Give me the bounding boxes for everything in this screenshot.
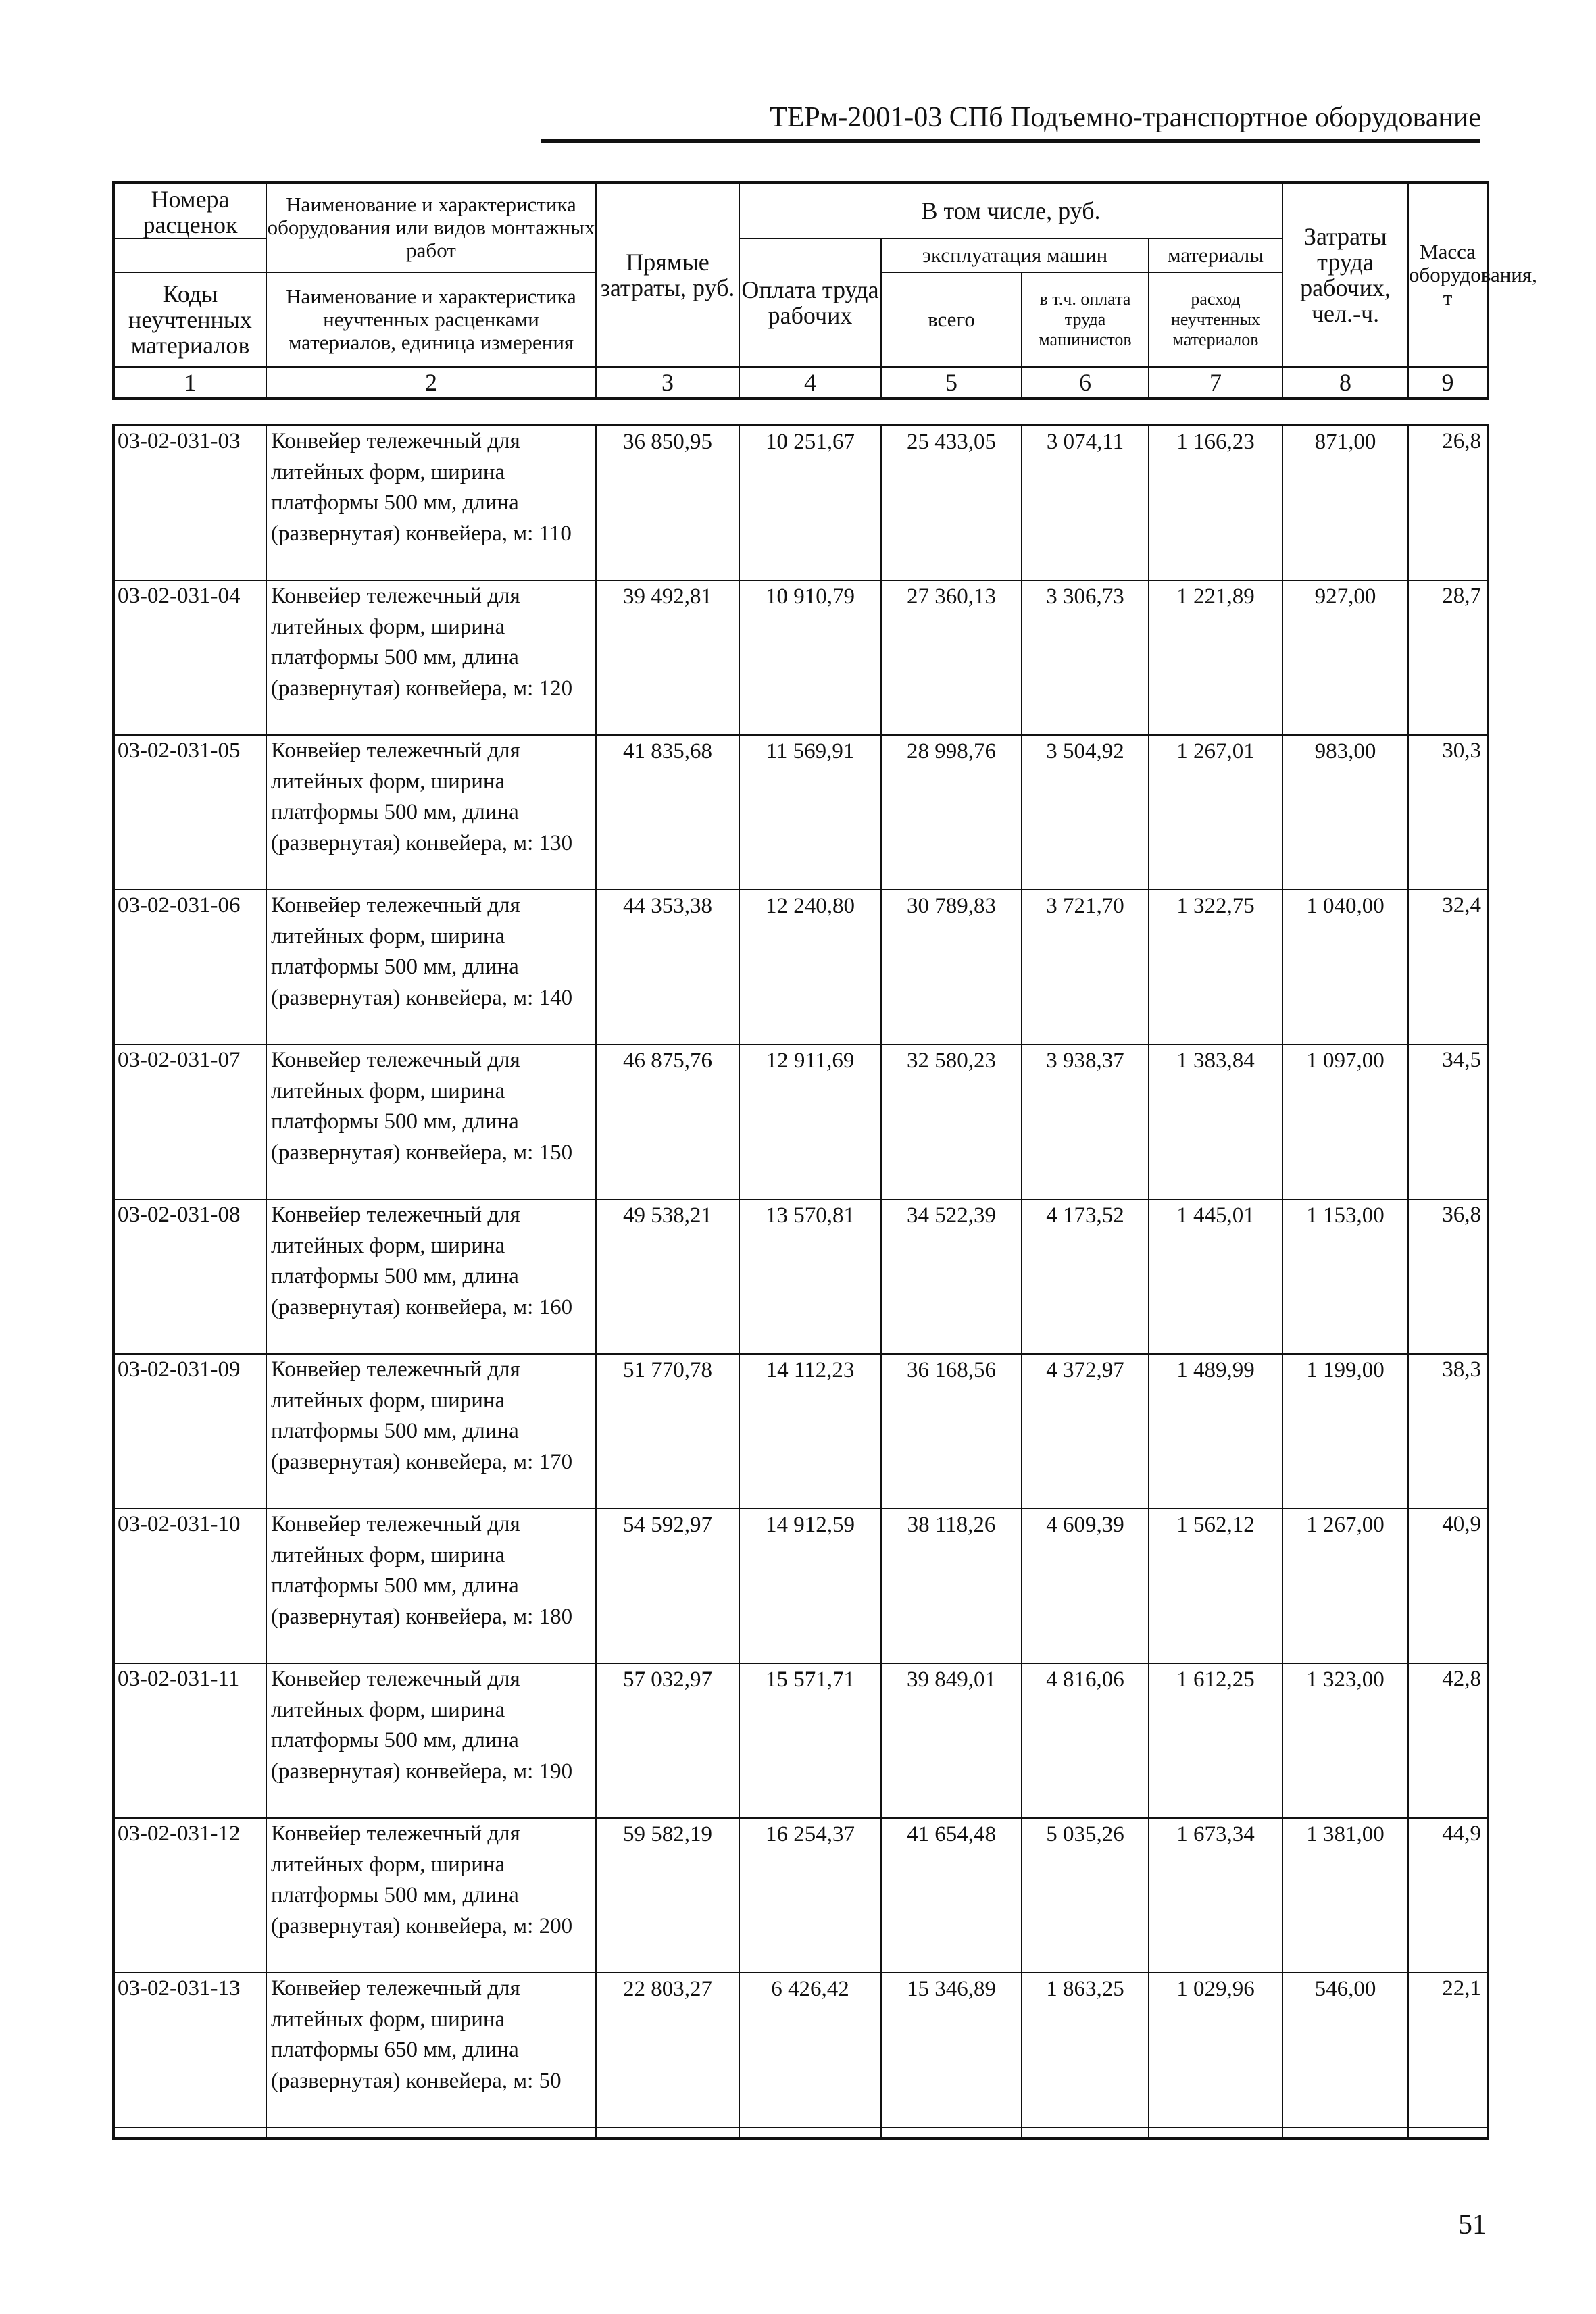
rate-code: 03-02-031-10 xyxy=(114,1509,266,1663)
direct-cost: 57 032,97 xyxy=(596,1663,739,1818)
materials-cost: 1 221,89 xyxy=(1149,580,1282,735)
table-row xyxy=(114,735,1488,890)
header-machines-group: эксплуатация машин xyxy=(881,238,1149,272)
machines-labor: 5 035,26 xyxy=(1022,1818,1149,1973)
labor-pay: 16 254,37 xyxy=(739,1818,881,1973)
direct-cost: 46 875,76 xyxy=(596,1045,739,1199)
rate-name: Конвейер тележечный для литейных форм, ширина платформы 500 мм, длина (развернутая) конвейера, м: 140 xyxy=(266,890,596,1045)
direct-cost: 49 538,21 xyxy=(596,1199,739,1354)
materials-cost: 1 445,01 xyxy=(1149,1199,1282,1354)
rate-name: Конвейер тележечный для литейных форм, ширина платформы 500 мм, длина (развернутая) конвейера, м: 170 xyxy=(266,1354,596,1509)
materials-cost: 1 489,99 xyxy=(1149,1354,1282,1509)
header-col6: в т.ч. оплата труда машинистов xyxy=(1022,272,1149,367)
labor-hours: 983,00 xyxy=(1282,735,1408,890)
filler-cell xyxy=(739,2128,881,2138)
equipment-mass: 26,8 xyxy=(1408,425,1488,580)
direct-cost: 54 592,97 xyxy=(596,1509,739,1663)
rate-code: 03-02-031-13 xyxy=(114,1973,266,2128)
machines-total: 32 580,23 xyxy=(881,1045,1022,1199)
equipment-mass: 38,3 xyxy=(1408,1354,1488,1509)
labor-hours: 871,00 xyxy=(1282,425,1408,580)
table-row xyxy=(114,1663,1488,1818)
filler-cell xyxy=(881,2128,1022,2138)
table-row xyxy=(114,580,1488,735)
filler-cell xyxy=(266,2128,596,2138)
rate-name: Конвейер тележечный для литейных форм, ширина платформы 500 мм, длина (развернутая) конвейера, м: 110 xyxy=(266,425,596,580)
labor-hours: 1 097,00 xyxy=(1282,1045,1408,1199)
equipment-mass: 22,1 xyxy=(1408,1973,1488,2128)
header-num-1: 1 xyxy=(114,367,266,399)
page-number: 51 xyxy=(1458,2209,1487,2240)
rate-code: 03-02-031-12 xyxy=(114,1818,266,1973)
rate-code: 03-02-031-11 xyxy=(114,1663,266,1818)
equipment-mass: 32,4 xyxy=(1408,890,1488,1045)
table-row xyxy=(114,425,1488,580)
rate-code: 03-02-031-06 xyxy=(114,890,266,1045)
rate-code: 03-02-031-05 xyxy=(114,735,266,890)
machines-total: 28 998,76 xyxy=(881,735,1022,890)
labor-pay: 14 912,59 xyxy=(739,1509,881,1663)
table-row xyxy=(114,1354,1488,1509)
machines-labor: 4 609,39 xyxy=(1022,1509,1149,1663)
materials-cost: 1 267,01 xyxy=(1149,735,1282,890)
header-num-2: 2 xyxy=(266,367,596,399)
rate-name: Конвейер тележечный для литейных форм, ширина платформы 500 мм, длина (развернутая) конвейера, м: 150 xyxy=(266,1045,596,1199)
running-title: ТЕРм-2001-03 СПб Подъемно-транспортное оборудование xyxy=(770,102,1481,133)
rate-name: Конвейер тележечный для литейных форм, ширина платформы 500 мм, длина (развернутая) конвейера, м: 160 xyxy=(266,1199,596,1354)
table-row xyxy=(114,1973,1488,2128)
materials-cost: 1 029,96 xyxy=(1149,1973,1282,2128)
rate-code: 03-02-031-04 xyxy=(114,580,266,735)
machines-total: 15 346,89 xyxy=(881,1973,1022,2128)
labor-hours: 1 153,00 xyxy=(1282,1199,1408,1354)
equipment-mass: 34,5 xyxy=(1408,1045,1488,1199)
machines-labor: 3 938,37 xyxy=(1022,1045,1149,1199)
labor-pay: 10 910,79 xyxy=(739,580,881,735)
table-row xyxy=(114,1045,1488,1199)
materials-cost: 1 322,75 xyxy=(1149,890,1282,1045)
rate-name: Конвейер тележечный для литейных форм, ширина платформы 650 мм, длина (развернутая) конвейера, м: 50 xyxy=(266,1973,596,2128)
labor-hours: 1 199,00 xyxy=(1282,1354,1408,1509)
header-rule xyxy=(541,139,1480,143)
header-col3: Прямые затраты, руб. xyxy=(596,182,739,367)
filler-cell xyxy=(1022,2128,1149,2138)
labor-pay: 10 251,67 xyxy=(739,425,881,580)
header-col7: расход неучтенных материалов xyxy=(1149,272,1282,367)
machines-labor: 4 372,97 xyxy=(1022,1354,1149,1509)
rate-name: Конвейер тележечный для литейных форм, ширина платформы 500 мм, длина (развернутая) конвейера, м: 200 xyxy=(266,1818,596,1973)
machines-total: 34 522,39 xyxy=(881,1199,1022,1354)
rate-code: 03-02-031-03 xyxy=(114,425,266,580)
table-row xyxy=(114,1818,1488,1973)
equipment-mass: 44,9 xyxy=(1408,1818,1488,1973)
labor-pay: 13 570,81 xyxy=(739,1199,881,1354)
table-row xyxy=(114,1199,1488,1354)
header-col8: Затраты труда рабочих, чел.-ч. xyxy=(1282,182,1408,367)
table-row xyxy=(114,1509,1488,1663)
labor-hours: 1 323,00 xyxy=(1282,1663,1408,1818)
labor-hours: 927,00 xyxy=(1282,580,1408,735)
direct-cost: 39 492,81 xyxy=(596,580,739,735)
equipment-mass: 42,8 xyxy=(1408,1663,1488,1818)
header-materials-group: материалы xyxy=(1149,238,1282,272)
header-num-9: 9 xyxy=(1408,367,1488,399)
machines-total: 39 849,01 xyxy=(881,1663,1022,1818)
machines-labor: 4 173,52 xyxy=(1022,1199,1149,1354)
direct-cost: 22 803,27 xyxy=(596,1973,739,2128)
filler-cell xyxy=(1149,2128,1282,2138)
labor-pay: 11 569,91 xyxy=(739,735,881,890)
header-col2-bottom: Наименование и характеристика неучтенных расценками материалов, единица измерения xyxy=(266,272,596,367)
table-filler-row xyxy=(114,2128,1488,2138)
labor-pay: 12 240,80 xyxy=(739,890,881,1045)
materials-cost: 1 612,25 xyxy=(1149,1663,1282,1818)
header-col2-top: Наименование и характеристика оборудования или видов монтажных работ xyxy=(266,182,596,272)
rate-code: 03-02-031-08 xyxy=(114,1199,266,1354)
labor-hours: 546,00 xyxy=(1282,1973,1408,2128)
rate-code: 03-02-031-09 xyxy=(114,1354,266,1509)
header-num-3: 3 xyxy=(596,367,739,399)
machines-labor: 3 504,92 xyxy=(1022,735,1149,890)
header-num-7: 7 xyxy=(1149,367,1282,399)
labor-pay: 14 112,23 xyxy=(739,1354,881,1509)
labor-hours: 1 267,00 xyxy=(1282,1509,1408,1663)
machines-total: 38 118,26 xyxy=(881,1509,1022,1663)
header-col1-top-spacer xyxy=(114,238,266,272)
table-header xyxy=(112,181,1537,400)
filler-cell xyxy=(596,2128,739,2138)
rate-name: Конвейер тележечный для литейных форм, ширина платформы 500 мм, длина (развернутая) конвейера, м: 120 xyxy=(266,580,596,735)
machines-total: 25 433,05 xyxy=(881,425,1022,580)
filler-cell xyxy=(114,2128,266,2138)
labor-hours: 1 040,00 xyxy=(1282,890,1408,1045)
table-row xyxy=(114,890,1488,1045)
machines-labor: 4 816,06 xyxy=(1022,1663,1149,1818)
filler-cell xyxy=(1408,2128,1488,2138)
equipment-mass: 30,3 xyxy=(1408,735,1488,890)
header-col9: Масса оборудования, т xyxy=(1408,182,1488,367)
labor-pay: 12 911,69 xyxy=(739,1045,881,1199)
rate-name: Конвейер тележечный для литейных форм, ширина платформы 500 мм, длина (развернутая) конвейера, м: 130 xyxy=(266,735,596,890)
rate-name: Конвейер тележечный для литейных форм, ширина платформы 500 мм, длина (развернутая) конвейера, м: 190 xyxy=(266,1663,596,1818)
machines-total: 36 168,56 xyxy=(881,1354,1022,1509)
direct-cost: 44 353,38 xyxy=(596,890,739,1045)
materials-cost: 1 383,84 xyxy=(1149,1045,1282,1199)
header-col1-bottom: Коды неучтенных материалов xyxy=(114,272,266,367)
header-col1-top: Номера расценок xyxy=(114,182,266,238)
machines-labor: 1 863,25 xyxy=(1022,1973,1149,2128)
machines-labor: 3 074,11 xyxy=(1022,425,1149,580)
equipment-mass: 36,8 xyxy=(1408,1199,1488,1354)
materials-cost: 1 166,23 xyxy=(1149,425,1282,580)
rate-name: Конвейер тележечный для литейных форм, ширина платформы 500 мм, длина (развернутая) конвейера, м: 180 xyxy=(266,1509,596,1663)
labor-hours: 1 381,00 xyxy=(1282,1818,1408,1973)
labor-pay: 15 571,71 xyxy=(739,1663,881,1818)
rates-table xyxy=(112,424,1489,2140)
machines-total: 30 789,83 xyxy=(881,890,1022,1045)
machines-total: 27 360,13 xyxy=(881,580,1022,735)
machines-labor: 3 306,73 xyxy=(1022,580,1149,735)
header-num-5: 5 xyxy=(881,367,1022,399)
header-col5: всего xyxy=(881,272,1022,367)
header-num-4: 4 xyxy=(739,367,881,399)
materials-cost: 1 673,34 xyxy=(1149,1818,1282,1973)
rate-code: 03-02-031-07 xyxy=(114,1045,266,1199)
direct-cost: 36 850,95 xyxy=(596,425,739,580)
direct-cost: 51 770,78 xyxy=(596,1354,739,1509)
machines-labor: 3 721,70 xyxy=(1022,890,1149,1045)
equipment-mass: 40,9 xyxy=(1408,1509,1488,1663)
header-col4: Оплата труда рабочих xyxy=(739,238,881,367)
filler-cell xyxy=(1282,2128,1408,2138)
machines-total: 41 654,48 xyxy=(881,1818,1022,1973)
equipment-mass: 28,7 xyxy=(1408,580,1488,735)
direct-cost: 59 582,19 xyxy=(596,1818,739,1973)
header-num-8: 8 xyxy=(1282,367,1408,399)
header-num-6: 6 xyxy=(1022,367,1149,399)
direct-cost: 41 835,68 xyxy=(596,735,739,890)
materials-cost: 1 562,12 xyxy=(1149,1509,1282,1663)
header-group-label: В том числе, руб. xyxy=(739,182,1282,238)
labor-pay: 6 426,42 xyxy=(739,1973,881,2128)
